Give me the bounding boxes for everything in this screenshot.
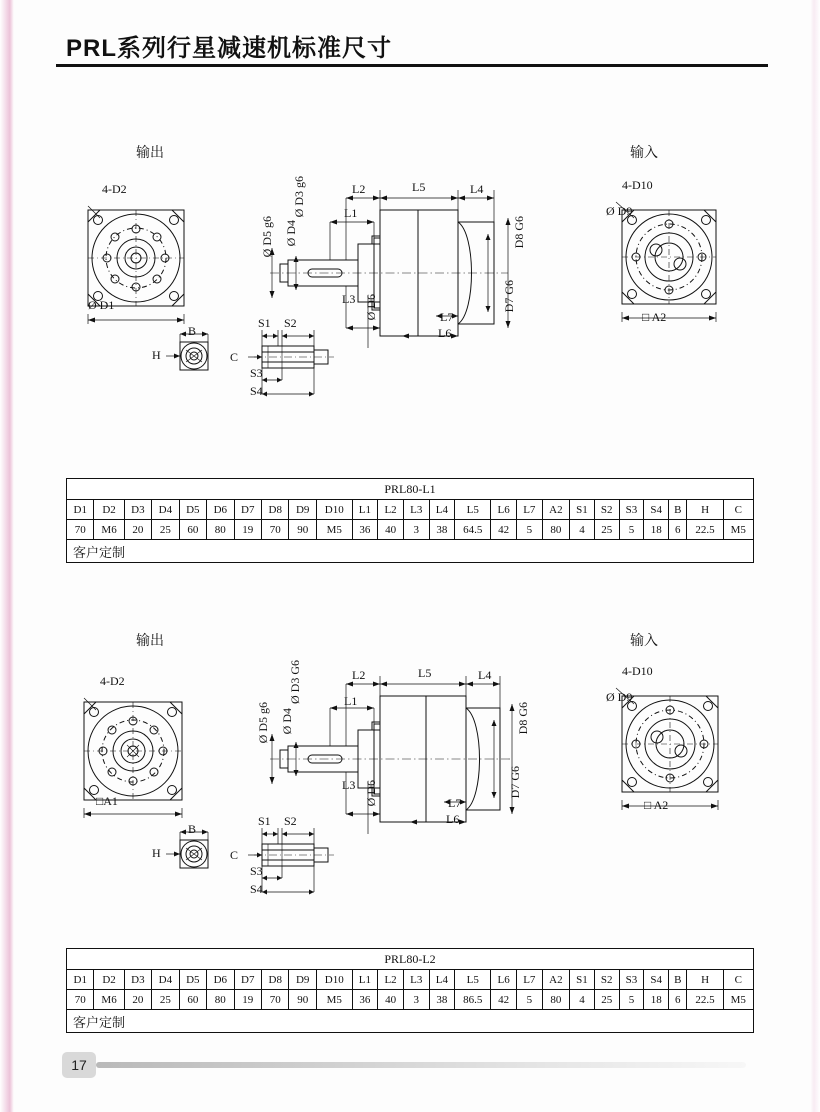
- table-cell: 36: [352, 990, 378, 1010]
- table-col-header: C: [723, 970, 753, 990]
- table-col-header: L3: [403, 500, 429, 520]
- label-l4-top: L4: [470, 182, 484, 196]
- table-cell: 6: [669, 990, 687, 1010]
- table-cell: 80: [207, 990, 234, 1010]
- table-cell: 5: [619, 990, 644, 1010]
- table-col-header: S3: [619, 500, 644, 520]
- page-title: PRL系列行星减速机标准尺寸: [66, 35, 392, 62]
- table-col-header: L4: [429, 970, 455, 990]
- table-col-header: H: [687, 970, 723, 990]
- table-cell: 25: [594, 520, 619, 540]
- table-col-header: S4: [644, 970, 669, 990]
- table-cell: 38: [429, 520, 455, 540]
- table-col-header: L2: [378, 970, 404, 990]
- table-col-header: L7: [516, 500, 542, 520]
- table-cell: 86.5: [455, 990, 491, 1010]
- table-col-header: D2: [94, 970, 124, 990]
- label-output-bottom: 输出: [136, 632, 164, 648]
- table-header-row: [67, 500, 754, 520]
- table-col-header: D10: [316, 500, 352, 520]
- table-col-header: H: [687, 500, 723, 520]
- label-d5-top: Ø D5 g6: [260, 216, 274, 258]
- table-col-header: D3: [124, 970, 151, 990]
- label-s3-top: S3: [250, 366, 263, 380]
- label-l4-bottom: L4: [478, 668, 492, 682]
- table-col-header: L4: [429, 500, 455, 520]
- label-b-bottom: B: [188, 822, 197, 836]
- table-cell: 25: [152, 520, 179, 540]
- table-col-header: D5: [179, 970, 206, 990]
- table-col-header: C: [723, 500, 753, 520]
- label-4-d2-top: 4-D2: [102, 182, 127, 196]
- table-col-header: L2: [378, 500, 404, 520]
- table-col-header: D8: [262, 500, 289, 520]
- table-cell: 3: [403, 520, 429, 540]
- table-value-row: [67, 990, 754, 1010]
- table-note-row: [67, 540, 754, 563]
- table-col-header: D9: [289, 500, 316, 520]
- label-d5-bottom: Ø D5 g6: [256, 702, 270, 744]
- table-col-header: L5: [455, 970, 491, 990]
- table-value-row: [67, 520, 754, 540]
- label-l2-bottom: L2: [352, 668, 366, 682]
- label-d1-top: Ø D1: [88, 298, 115, 312]
- label-l6-bottom: L6: [446, 812, 460, 826]
- table-title: PRL80-L1: [67, 479, 754, 500]
- label-l3-bottom: L3: [342, 778, 356, 792]
- table-cell: 42: [491, 990, 517, 1010]
- table-cell: 3: [403, 990, 429, 1010]
- table-cell: 64.5: [455, 520, 491, 540]
- table-col-header: D3: [124, 500, 151, 520]
- label-d3-bottom: Ø D3 G6: [288, 660, 302, 704]
- label-d3-top: Ø D3 g6: [292, 176, 306, 218]
- table-title-row: [67, 479, 754, 500]
- label-s1-top: S1: [258, 316, 271, 330]
- label-d6-bottom: Ø D6: [364, 780, 378, 807]
- drawing-top: [0, 120, 820, 420]
- table-col-header: D4: [152, 500, 179, 520]
- label-s4-top: S4: [250, 384, 263, 398]
- table-cell: 4: [570, 520, 595, 540]
- label-d9-top: Ø D9: [606, 204, 633, 218]
- table-col-header: D4: [152, 970, 179, 990]
- drawing-bottom: [0, 612, 820, 912]
- table-title: PRL80-L2: [67, 949, 754, 970]
- table-col-header: S2: [594, 970, 619, 990]
- table-title-row: [67, 949, 754, 970]
- table-cell: 70: [67, 520, 94, 540]
- table-cell: 25: [594, 990, 619, 1010]
- label-a2-top: □ A2: [642, 310, 667, 324]
- label-input-top: 输入: [630, 144, 658, 160]
- table-cell: M5: [723, 990, 753, 1010]
- table-col-header: D6: [207, 500, 234, 520]
- label-l3-top: L3: [342, 292, 356, 306]
- table-header-row: [67, 970, 754, 990]
- label-4-d10-bottom: 4-D10: [622, 664, 653, 678]
- table-cell: 40: [378, 520, 404, 540]
- label-l5-top: L5: [412, 180, 426, 194]
- table-cell: 22.5: [687, 990, 723, 1010]
- table-cell: 36: [352, 520, 378, 540]
- table-cell: 80: [542, 520, 569, 540]
- table-cell: 19: [234, 990, 261, 1010]
- table-cell: 18: [644, 990, 669, 1010]
- label-a1-bottom: □A1: [96, 794, 118, 808]
- label-s2-bottom: S2: [284, 814, 297, 828]
- label-s3-bottom: S3: [250, 864, 263, 878]
- table-col-header: L7: [516, 970, 542, 990]
- table-cell: 22.5: [687, 520, 723, 540]
- table-cell: 6: [669, 520, 687, 540]
- label-s4-bottom: S4: [250, 882, 263, 896]
- table-cell: 5: [516, 520, 542, 540]
- table-col-header: D10: [316, 970, 352, 990]
- table-cell: 19: [234, 520, 261, 540]
- table-col-header: D9: [289, 970, 316, 990]
- table-note-row: [67, 1010, 754, 1033]
- label-l2-top: L2: [352, 182, 366, 196]
- table-col-header: A2: [542, 500, 569, 520]
- label-l7-bottom: L7: [448, 796, 462, 810]
- label-output-top: 输出: [136, 144, 164, 160]
- table-col-header: L1: [352, 500, 378, 520]
- table-note: 客户定制: [67, 540, 754, 563]
- label-h-bottom: H: [152, 846, 161, 860]
- table-cell: M5: [316, 520, 352, 540]
- title-rule: [56, 64, 768, 67]
- table-cell: M6: [94, 520, 124, 540]
- table-cell: 20: [124, 990, 151, 1010]
- label-4-d2-bottom: 4-D2: [100, 674, 125, 688]
- front-face-view-top: [70, 196, 210, 336]
- table-col-header: B: [669, 970, 687, 990]
- table-cell: M5: [316, 990, 352, 1010]
- table-cell: 38: [429, 990, 455, 1010]
- table-col-header: D2: [94, 500, 124, 520]
- table-col-header: S1: [570, 970, 595, 990]
- label-h-top: H: [152, 348, 161, 362]
- label-d4-top: Ø D4: [284, 220, 298, 247]
- label-d8-bottom: D8 G6: [516, 702, 530, 735]
- table-col-header: D8: [262, 970, 289, 990]
- table-col-header: L1: [352, 970, 378, 990]
- rear-face-view-top: [600, 200, 740, 330]
- front-face-view-bottom: [66, 688, 206, 828]
- page-number: 17: [62, 1052, 96, 1078]
- footer-rule: [96, 1062, 746, 1068]
- table-col-header: S3: [619, 970, 644, 990]
- table-cell: M5: [723, 520, 753, 540]
- label-d9-bottom: Ø D9: [606, 690, 633, 704]
- table-cell: 42: [491, 520, 517, 540]
- table-cell: 18: [644, 520, 669, 540]
- table-col-header: L6: [491, 500, 517, 520]
- label-l5-bottom: L5: [418, 666, 432, 680]
- label-s2-top: S2: [284, 316, 297, 330]
- label-l6-top: L6: [438, 326, 452, 340]
- table-col-header: D7: [234, 970, 261, 990]
- table-cell: 80: [542, 990, 569, 1010]
- rear-face-view-bottom: [600, 686, 740, 816]
- label-d4-bottom: Ø D4: [280, 708, 294, 735]
- label-c-top: C: [230, 350, 239, 364]
- label-d7-top: D7 G6: [502, 280, 516, 313]
- label-d7-bottom: D7 G6: [508, 766, 522, 799]
- table-cell: 5: [619, 520, 644, 540]
- table-col-header: D1: [67, 500, 94, 520]
- table-col-header: D7: [234, 500, 261, 520]
- table-col-header: S2: [594, 500, 619, 520]
- table-col-header: L5: [455, 500, 491, 520]
- label-input-bottom: 输入: [630, 632, 658, 648]
- table-cell: 70: [262, 990, 289, 1010]
- dimension-table-top: [66, 478, 754, 563]
- label-d8-top: D8 G6: [512, 216, 526, 249]
- label-l7-top: L7: [440, 310, 454, 324]
- table-col-header: L6: [491, 970, 517, 990]
- table-cell: M6: [94, 990, 124, 1010]
- table-cell: 80: [207, 520, 234, 540]
- table-cell: 20: [124, 520, 151, 540]
- label-l1-bottom: L1: [344, 694, 358, 708]
- label-l1-top: L1: [344, 206, 358, 220]
- table-col-header: D5: [179, 500, 206, 520]
- table-cell: 70: [262, 520, 289, 540]
- table-cell: 5: [516, 990, 542, 1010]
- table-col-header: S4: [644, 500, 669, 520]
- label-d6-top: Ø D6: [364, 294, 378, 321]
- dimension-table-bottom: [66, 948, 754, 1033]
- table-cell: 90: [289, 520, 316, 540]
- table-cell: 60: [179, 990, 206, 1010]
- table-col-header: D1: [67, 970, 94, 990]
- table-cell: 4: [570, 990, 595, 1010]
- label-c-bottom: C: [230, 848, 239, 862]
- label-b-top: B: [188, 324, 197, 338]
- table-col-header: D6: [207, 970, 234, 990]
- table-col-header: A2: [542, 970, 569, 990]
- table-cell: 25: [152, 990, 179, 1010]
- table-cell: 40: [378, 990, 404, 1010]
- label-4-d10-top: 4-D10: [622, 178, 653, 192]
- label-a2-bottom: □ A2: [644, 798, 669, 812]
- table-cell: 90: [289, 990, 316, 1010]
- label-s1-bottom: S1: [258, 814, 271, 828]
- table-col-header: B: [669, 500, 687, 520]
- table-note: 客户定制: [67, 1010, 754, 1033]
- table-cell: 60: [179, 520, 206, 540]
- table-col-header: L3: [403, 970, 429, 990]
- table-col-header: S1: [570, 500, 595, 520]
- table-cell: 70: [67, 990, 94, 1010]
